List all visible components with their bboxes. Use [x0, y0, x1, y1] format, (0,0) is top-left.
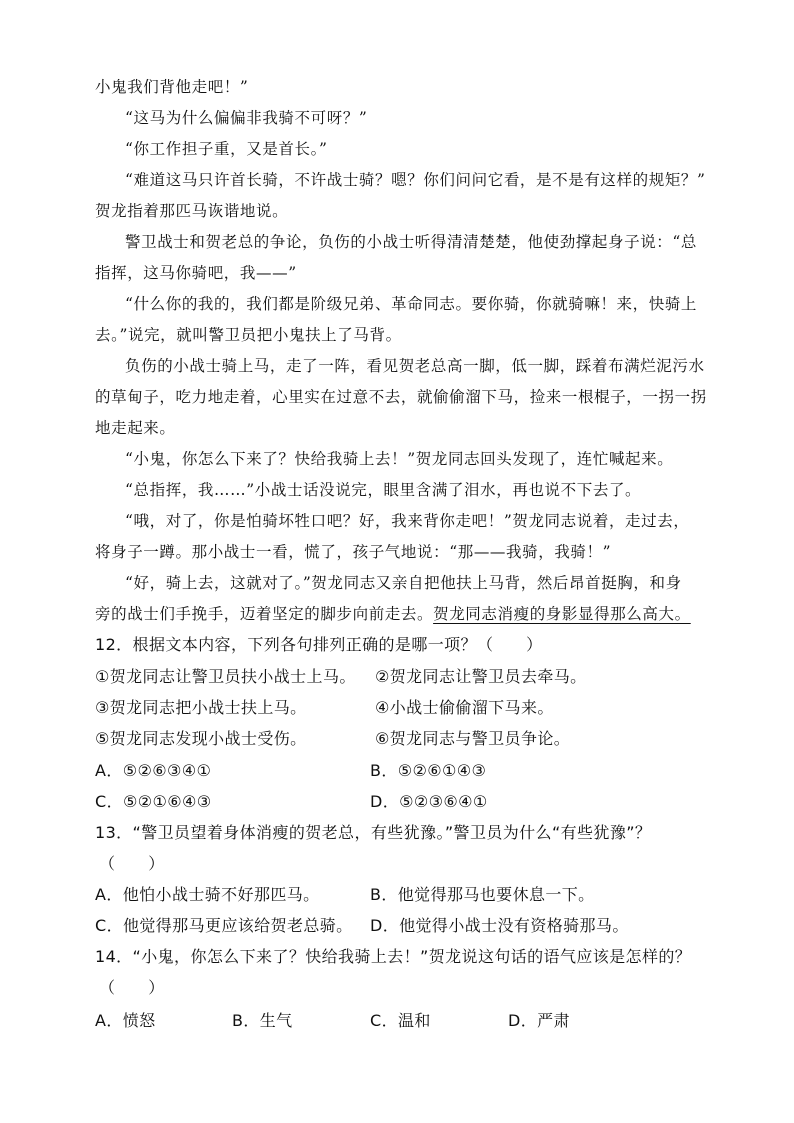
q13-option-a[interactable]: A．他怕小战士骑不好那匹马。 [95, 885, 320, 904]
q12-option-d[interactable]: D．⑤②③⑥④① [370, 792, 488, 811]
passage-line: “哦，对了，你是怕骑坏牲口吧？好，我来背你走吧！”贺龙同志说着，走过去， [125, 512, 690, 530]
passage-line: 贺龙指着那匹马诙谐地说。 [95, 202, 289, 220]
q13-option-c[interactable]: C．他觉得那马更应该给贺老总骑。 [95, 916, 353, 935]
passage-line: 的草甸子，吃力地走着，心里实在过意不去，就偷偷溜下马，捡来一根棍子，一拐一拐 [95, 388, 707, 406]
passage-line: 警卫战士和贺老总的争论，负伤的小战士听得清清楚楚，他使劲撑起身子说：“总 [125, 233, 698, 251]
q12-statement-5: ⑤贺龙同志发现小战士受伤。 [95, 729, 307, 748]
q12-statement-1: ①贺龙同志让警卫员扶小战士上马。 [95, 667, 356, 686]
underlined-sentence: 贺龙同志消瘦的身影显得那么高大。 [433, 605, 691, 623]
q12-option-c[interactable]: C．⑤②①⑥④③ [95, 792, 212, 811]
q14-option-b[interactable]: B．生气 [232, 1011, 293, 1030]
passage-line: “总指挥，我……”小战士话没说完，眼里含满了泪水，再也说不下去了。 [125, 481, 642, 499]
passage-line: “好，骑上去，这就对了。”贺龙同志又亲自把他扶上马背，然后昂首挺胸，和身 [125, 574, 682, 592]
q12-statement-6: ⑥贺龙同志与警卫员争论。 [375, 729, 571, 748]
q14-answer-paren: （ ） [99, 978, 165, 997]
q12-statement-3: ③贺龙同志把小战士扶上马。 [95, 698, 307, 717]
passage-line: 地走起来。 [95, 419, 176, 437]
question-14-stem: 14．“小鬼，你怎么下来了？快给我骑上去！”贺龙说这句话的语气应该是怎样的？ [95, 947, 692, 966]
passage-line [95, 604, 691, 624]
passage-line: 小鬼我们背他走吧！” [95, 78, 249, 96]
q12-option-a[interactable]: A．⑤②⑥③④① [95, 761, 212, 780]
q13-option-b[interactable]: B．他觉得那马也要休息一下。 [370, 885, 595, 904]
passage-line: “你工作担子重，又是首长。” [125, 140, 328, 158]
q12-option-b[interactable]: B．⑤②⑥①④③ [370, 761, 487, 780]
q12-statement-4: ④小战士偷偷溜下马来。 [375, 698, 554, 717]
q12-statement-2: ②贺龙同志让警卫员去牵马。 [375, 667, 587, 686]
q14-option-d[interactable]: D．严肃 [508, 1011, 570, 1030]
question-12-stem: 12．根据文本内容，下列各句排列正确的是哪一项？（ ） [95, 635, 543, 654]
question-13-stem: 13．“警卫员望着身体消瘦的贺老总，有些犹豫。”警卫员为什么“有些犹豫”？ [95, 823, 652, 842]
q13-option-d[interactable]: D．他觉得小战士没有资格骑那马。 [370, 916, 629, 935]
passage-line: “小鬼，你怎么下来了？快给我骑上去！”贺龙同志回头发现了，连忙喊起来。 [125, 450, 674, 468]
passage-line: 指挥，这马你骑吧，我——” [95, 264, 297, 282]
passage-line: “什么你的我的，我们都是阶级兄弟、革命同志。要你骑，你就骑嘛！来，快骑上 [125, 295, 698, 313]
passage-line: 去。”说完，就叫警卫员把小鬼扶上了马背。 [95, 326, 402, 344]
passage-line: 负伤的小战士骑上马，走了一阵，看见贺老总高一脚，低一脚，踩着布满烂泥污水 [125, 357, 705, 375]
q13-answer-paren: （ ） [99, 854, 165, 873]
passage-line: “这马为什么偏偏非我骑不可呀？” [125, 109, 368, 127]
passage-line: 将身子一蹲。那小战士一看，慌了，孩子气地说：“那——我骑，我骑！” [95, 543, 612, 561]
passage-text: 旁的战士们手挽手，迈着坚定的脚步向前走去。 [95, 605, 434, 623]
q14-option-a[interactable]: A．愤怒 [95, 1011, 156, 1030]
passage-line: “难道这马只许首长骑，不许战士骑？嗯？你们问问它看，是不是有这样的规矩？” [125, 171, 706, 189]
q14-option-c[interactable]: C．温和 [370, 1011, 431, 1030]
